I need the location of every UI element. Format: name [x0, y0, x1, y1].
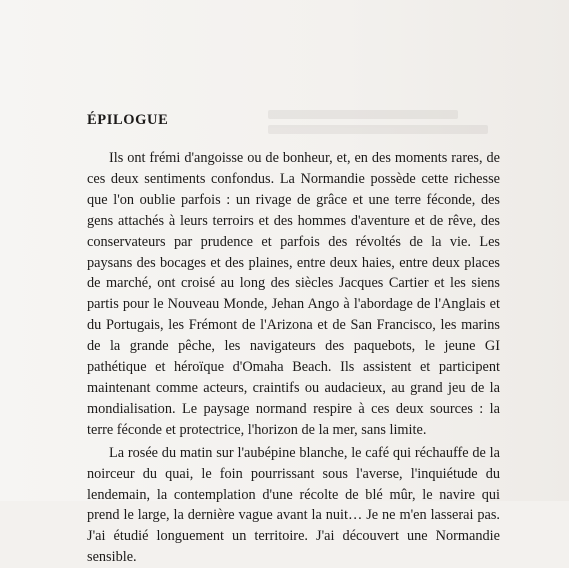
paragraph-2: La rosée du matin sur l'aubépine blanche, le café qui réchauffe de la noirceur du quai, le foin pourrissant sous l'averse, l'inquiétude du lendemain, la contemplation d'une récolte de blé mûr, le navire qui prend le large, la dernière vague avant la nuit… Je ne m'en lasserai pas. J'ai étudié longuement un territoire. J'ai découvert une Normandie sensible. [87, 444, 500, 566]
body-text [87, 148, 500, 568]
paragraph-1: Ils ont frémi d'angoisse ou de bonheur, et, en des moments rares, de ces deux sentiments confondus. La Normandie possède cette richesse que l'on oublie parfois : un rivage de grâce et une terre féconde, des gens attachés à leurs terroirs et des hommes d'aventure et de rêve, des conservateurs par prudence et parfois des révoltés de la vie. Les paysans des bocages et des plaines, entre deux haies, entre deux places de marché, ont croisé au long des siècles Jacques Cartier et les siens partis pour le Nouveau Monde, Jehan Ango à l'abordage de l'Anglais et du Portugais, les Frémont de l'Arizona et de San Francisco, les marins de la grande pêche, les navigateurs des paquebots, le jeune GI pathétique et héroïque d'Omaha Beach. Ils assistent et participent maintenant comme acteurs, craintifs ou audacieux, au grand jeu de la mondialisation. Le paysage normand respire à ces deux sources : la terre féconde et protectrice, l'horizon de la mer, sans limite. [87, 150, 500, 438]
show-through-text [268, 110, 498, 150]
chapter-heading: ÉPILOGUE [87, 112, 169, 128]
